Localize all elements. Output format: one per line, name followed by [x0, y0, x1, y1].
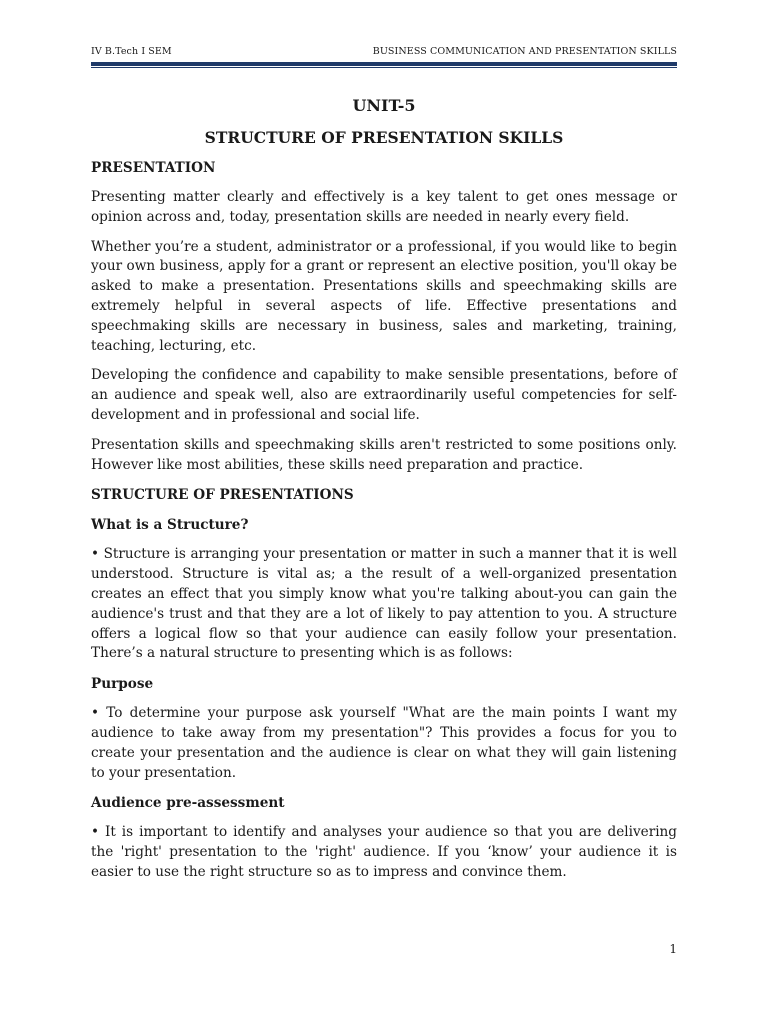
- running-header: [91, 46, 677, 60]
- header-subject-label: BUSINESS COMMUNICATION AND PRESENTATION SKILLS: [372, 46, 677, 57]
- bullet-paragraph: • Structure is arranging your presentation or matter in such a manner that it is well understood. Structure is vital as; a the result of a well-organized presentation creates an effect that you simply know what you're talking about-you can gain the audience's trust and that they are a lot of likely to pay attention to you. A structure offers a logical flow so that your audience can easily follow your presentation. There’s a natural structure to presenting which is as follows:: [91, 546, 677, 662]
- header-rule-thick: [91, 62, 677, 66]
- paragraph: Presenting matter clearly and effectively is a key talent to get ones message or opinion across and, today, presentation skills are needed in nearly every field.: [91, 189, 677, 225]
- header-course-label: IV B.Tech I SEM: [91, 46, 172, 57]
- bullet-paragraph: • It is important to identify and analyses your audience so that you are delivering the 'right' presentation to the 'right' audience. If you ‘know’ your audience it is easier to use the right structure so as to impress and convince them.: [91, 824, 677, 880]
- subheading-audience: Audience pre-assessment: [91, 795, 285, 812]
- paragraph: Presentation skills and speechmaking skills aren't restricted to some positions only. However like most abilities, these skills need preparation and practice.: [91, 436, 677, 473]
- subheading-purpose: Purpose: [91, 676, 154, 693]
- page-number: 1: [669, 942, 677, 956]
- chapter-title: STRUCTURE OF PRESENTATION SKILLS: [204, 128, 564, 147]
- page-body: [91, 90, 677, 893]
- unit-title: UNIT-5: [352, 96, 416, 115]
- subheading-what-is-structure: What is a Structure?: [91, 517, 249, 534]
- bullet-paragraph: • To determine your purpose ask yourself "What are the main points I want my audience to take away from my presentation"? This provides a focus for you to create your presentation and the audience is clear on what they will gain listening to your presentation.: [91, 705, 677, 781]
- section-heading-structure: STRUCTURE OF PRESENTATIONS: [91, 487, 354, 504]
- header-rule-thin: [91, 67, 677, 68]
- paragraph: Whether you’re a student, administrator or a professional, if you would like to begin your own business, apply for a grant or represent an elective position, you'll okay be asked to make a presentation. Presentations skills and speechmaking skills are extremely helpful in several aspects of life. Effective presentations and speechmaking skills are necessary in business, sales and marketing, training, teaching, lecturing, etc.: [91, 238, 677, 354]
- paragraph: Developing the confidence and capability to make sensible presentations, before of an audience and speak well, also are extraordinarily useful competencies for self-development and in professional and social life.: [91, 367, 677, 423]
- section-heading-presentation: PRESENTATION: [91, 160, 216, 176]
